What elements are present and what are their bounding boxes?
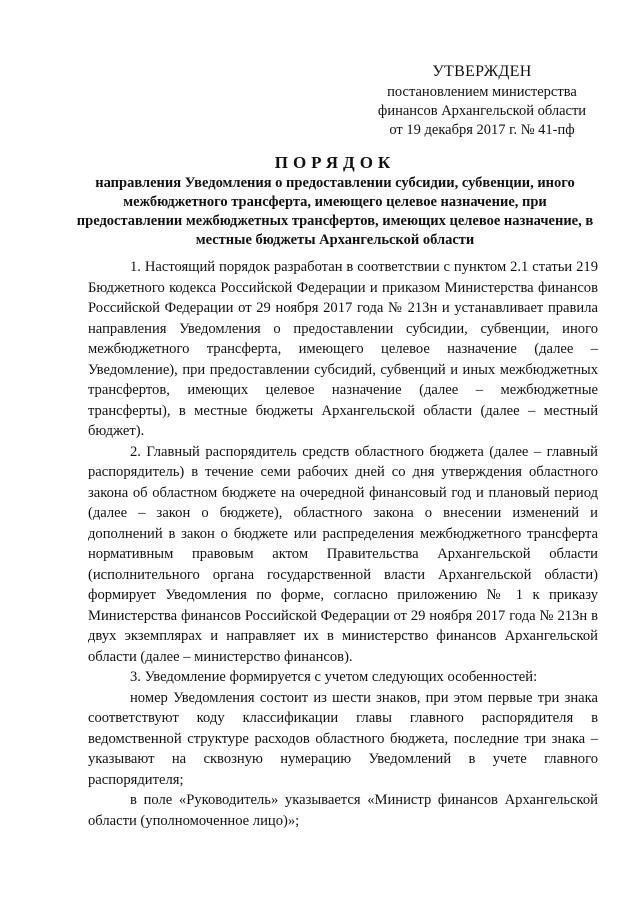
approval-line-2: финансов Архангельской области: [377, 103, 587, 119]
document-body: [88, 257, 598, 831]
approval-line-3: от 19 декабря 2017 г. № 41-пф: [389, 122, 575, 138]
paragraph-2: 2. Главный распорядитель средств областного бюджета (далее – главный распорядитель) в течение семи рабочих дней со дня утверждения областного закона об областном бюджете на очередной финансовый год и плановый период (далее – закон о бюджете), областного закона о внесении изменений и дополнений в закон о бюджете или распределения межбюджетного трансферта нормативным правовым актом Правительства Архангельской области (исполнительного органа государственной власти Архангельской области) формирует Уведомления по форме, согласно приложению № 1 к приказу Министерства финансов Российской Федерации от 29 ноября 2017 года № 213н в двух экземплярах и направляет их в министерство финансов Архангельской области (далее – министерство финансов).: [88, 443, 598, 665]
title-subtitle: направления Уведомления о предоставлении субсидии, субвенции, иного межбюджетного трансферта, имеющего целевое назначение, при предоставлении межбюджетных трансфертов, имеющих целевое назначение, в местные бюджеты Архангельской области: [76, 175, 594, 248]
approval-line-1: постановлением министерства: [387, 84, 577, 100]
approval-stamp: [372, 62, 592, 140]
document-title: [70, 152, 600, 250]
paragraph-3-item-2: в поле «Руководитель» указывается «Министр финансов Архангельской области (уполномоченное лицо)»;: [88, 792, 598, 829]
title-word: ПОРЯДОК: [274, 153, 396, 172]
paragraph-3-item-1: номер Уведомления состоит из шести знаков, при этом первые три знака соответствуют коду классификации главы главного распорядителя в ведомственной структуре расходов областного бюджета, последние три знака – указывают на сквозную нумерацию Уведомлений в учете главного распорядителя;: [88, 689, 598, 788]
paragraph-1: 1. Настоящий порядок разработан в соответствии с пунктом 2.1 статьи 219 Бюджетного кодекса Российской Федерации и приказом Министерства финансов Российской Федерации от 29 ноября 2017 года № 213н и устанавливает правила направления Уведомления о предоставлении субсидии, субвенции, иного межбюджетного трансферта, имеющего целевое назначение (далее – Уведомление), при предоставлении субсидий, субвенций и иных межбюджетных трансфертов, имеющих целевое назначение (далее – межбюджетные трансферты), в местные бюджеты Архангельской области (далее – местный бюджет).: [88, 259, 598, 439]
paragraph-3: 3. Уведомление формируется с учетом следующих особенностей:: [130, 669, 538, 685]
approval-heading: УТВЕРЖДЕН: [432, 63, 532, 80]
